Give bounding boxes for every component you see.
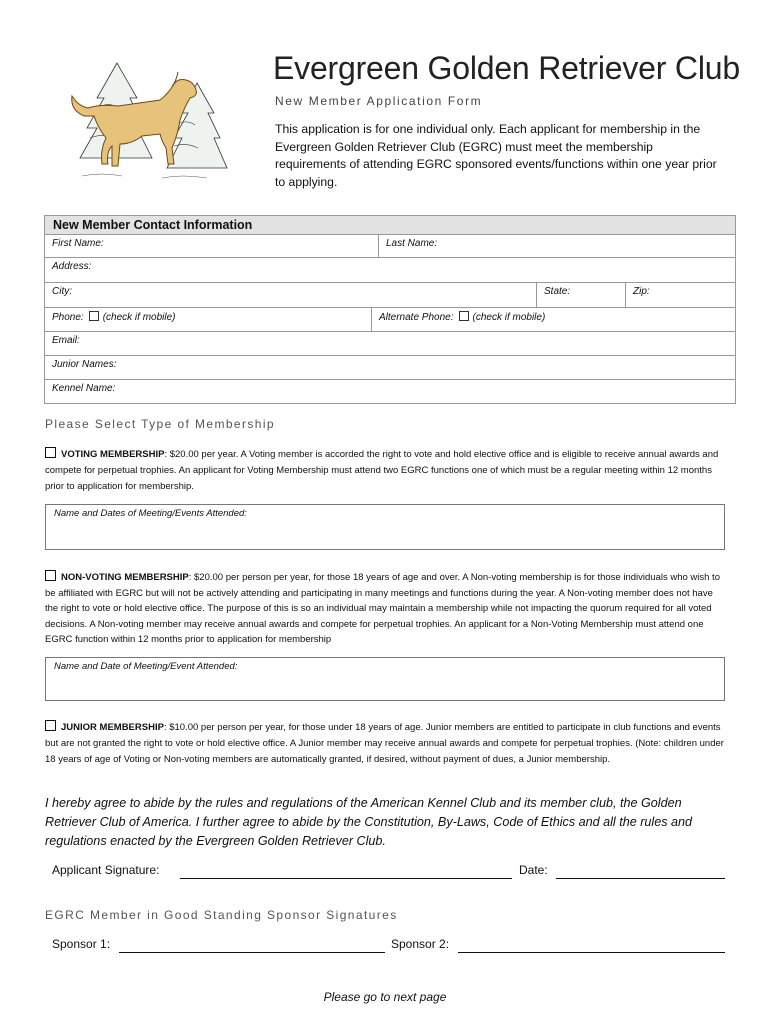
first-name-field[interactable]: First Name: xyxy=(45,235,379,257)
membership-heading: Please Select Type of Membership xyxy=(45,417,276,431)
contact-heading: New Member Contact Information xyxy=(44,215,736,235)
zip-field[interactable]: Zip: xyxy=(633,286,650,297)
phone-mobile-checkbox[interactable] xyxy=(89,311,99,321)
email-field[interactable]: Email: xyxy=(52,335,80,346)
junior-membership: JUNIOR MEMBERSHIP: $10.00 per person per year, for those under 18 years of age. Junior members are entitled to participate in club functions and events but are not granted the right to vote or hold elective office. A Junior member may receive annual awards and compete for perpetual trophies. (Note: children under 18 years of age of Voting or Non-voting members are automatically granted, if desired, without payment of dues, a Junior membership. xyxy=(45,722,724,765)
date-line[interactable] xyxy=(556,878,725,879)
voting-membership: VOTING MEMBERSHIP: $20.00 per year. A Voting member is accorded the right to vote and hold elective office and is eligible to receive annual awards and compete for perpetual trophies. An applicant for Voting Membership must attend two EGRC functions one of which must be a regular meeting within 12 months prior to application for membership. xyxy=(45,449,719,492)
form-subtitle: New Member Application Form xyxy=(275,94,483,108)
applicant-signature-label: Applicant Signature: xyxy=(52,863,160,877)
kennel-name-field[interactable]: Kennel Name: xyxy=(52,383,116,394)
phone-field[interactable]: Phone: (check if mobile) xyxy=(45,308,372,331)
nonvoting-events-field[interactable]: Name and Date of Meeting/Event Attended: xyxy=(45,657,725,701)
contact-info-table xyxy=(44,215,736,404)
alt-phone-mobile-checkbox[interactable] xyxy=(459,311,469,321)
sponsor1-label: Sponsor 1: xyxy=(52,937,111,951)
applicant-signature-line[interactable] xyxy=(180,878,512,879)
junior-names-field[interactable]: Junior Names: xyxy=(52,359,117,370)
footer-note: Please go to next page xyxy=(323,990,447,1004)
sponsor2-label: Sponsor 2: xyxy=(391,937,450,951)
voting-events-field[interactable]: Name and Dates of Meeting/Events Attended: xyxy=(45,504,725,550)
city-field[interactable]: City: xyxy=(45,283,537,307)
voting-checkbox[interactable] xyxy=(45,447,56,458)
state-field[interactable]: State: xyxy=(537,283,626,307)
junior-checkbox[interactable] xyxy=(45,720,56,731)
sponsor1-line[interactable] xyxy=(119,952,385,953)
last-name-field[interactable]: Last Name: xyxy=(386,238,438,249)
date-label: Date: xyxy=(519,863,548,877)
nonvoting-membership: NON-VOTING MEMBERSHIP: $20.00 per person per year, for those 18 years of age and over. A Non-voting membership is for those individuals who wish to be affiliated with EGRC but will not be actively attending and participating in many meetings and functions during the year. A Non-voting member does not have the right to vote or hold elective office. The purpose of this is so an individual may maintain a membership while not impacting the quorum required for all voted decisions. A Non-voting member may receive annual awards and compete for perpetual trophies. An applicant for a Non-Voting Membership must attend one EGRC function within 12 months prior to application for membership xyxy=(45,572,720,645)
nonvoting-checkbox[interactable] xyxy=(45,570,56,581)
page-title: Evergreen Golden Retriever Club xyxy=(273,50,740,86)
address-field[interactable]: Address: xyxy=(52,261,92,272)
alt-phone-field[interactable]: Alternate Phone: (check if mobile) xyxy=(379,312,546,323)
club-logo xyxy=(62,58,234,188)
sponsor2-line[interactable] xyxy=(458,952,725,953)
agreement-text: I hereby agree to abide by the rules and regulations of the American Kennel Club and its member club, the Golden Retriever Club of America. I further agree to abide by the Constitution, By-Laws, Code of Ethics and all the rules and regulations enacted by the Evergreen Golden Retriever Club. xyxy=(45,796,693,848)
sponsor-heading: EGRC Member in Good Standing Sponsor Signatures xyxy=(45,908,398,922)
intro-paragraph: This application is for one individual only. Each applicant for membership in the Evergreen Golden Retriever Club (EGRC) must meet the membership requirements of attending EGRC sponsored events/functions within one year prior to applying. xyxy=(275,122,717,189)
